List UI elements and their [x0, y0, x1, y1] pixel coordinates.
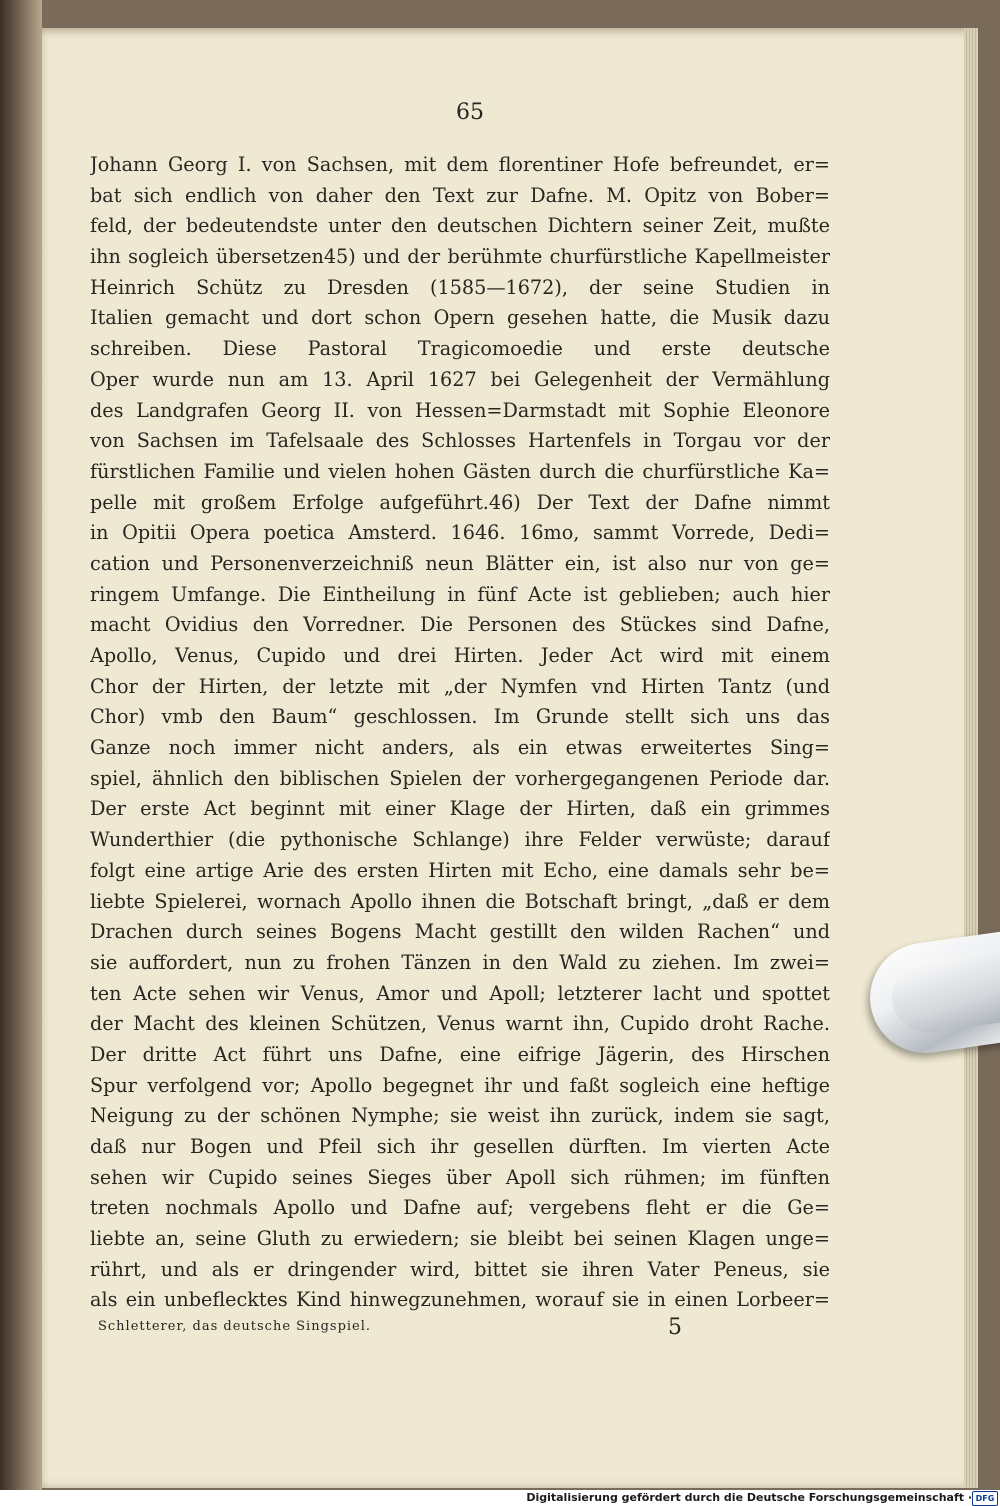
text-line: sie auffordert, nun zu frohen Tänzen in den Wald zu ziehen. Im zwei= — [90, 950, 830, 974]
text-line: Der erste Act beginnt mit einer Klage der Hirten, daß ein grimmes — [90, 797, 830, 821]
text-line: ihn sogleich übersetzen45) und der berühmte churfürstliche Kapellmeister — [90, 245, 830, 269]
text-line: pelle mit großem Erfolge aufgeführt.46) Der Text der Dafne nimmt — [90, 490, 830, 514]
text-line: Spur verfolgend vor; Apollo begegnet ihr und faßt sogleich eine heftige — [90, 1073, 830, 1097]
clip-highlight — [887, 946, 1000, 1037]
text-line: treten nochmals Apollo und Dafne auf; vergebens fleht er die Ge= — [90, 1196, 830, 1220]
text-line: Apollo, Venus, Cupido und drei Hirten. Jeder Act wird mit einem — [90, 644, 830, 667]
text-line: folgt eine artige Arie des ersten Hirten mit Echo, eine damals sehr be= — [90, 858, 830, 882]
text-line: in Opitii Opera poetica Amsterd. 1646. 16mo, sammt Vorrede, Dedi= — [90, 521, 830, 545]
body-text — [90, 150, 830, 1312]
text-line: Neigung zu der schönen Nymphe; sie weist ihn zurück, indem sie sagt, — [90, 1104, 830, 1128]
page-stack-edge — [964, 28, 978, 1488]
text-line: Heinrich Schütz zu Dresden (1585—1672), der seine Studien in — [90, 275, 830, 299]
text-line: fürstlichen Familie und vielen hohen Gästen durch die churfürstliche Ka= — [90, 459, 830, 483]
text-line: sehen wir Cupido seines Sieges über Apoll sich rühmen; im fünften — [90, 1165, 830, 1189]
text-line: macht Ovidius den Vorredner. Die Personen des Stückes sind Dafne, — [90, 613, 830, 637]
text-line: Chor) vmb den Baum“ geschlossen. Im Grunde stellt sich uns das — [90, 705, 830, 729]
text-line: Wunderthier (die pythonische Schlange) ihre Felder verwüste; darauf — [90, 828, 830, 852]
digitization-credit: Digitalisierung gefördert durch die Deutsche Forschungsgemeinschaft · — [526, 1491, 972, 1504]
text-line: cation und Personenverzeichniß neun Blätter ein, ist also nur von ge= — [90, 551, 830, 575]
text-line: Italien gemacht und dort schon Opern gesehen hatte, die Musik dazu — [90, 306, 830, 330]
text-line: Chor der Hirten, der letzte mit „der Nymfen vnd Hirten Tantz (und — [90, 674, 830, 698]
text-line: feld, der bedeutendste unter den deutschen Dichtern seiner Zeit, mußte — [90, 214, 830, 238]
text-line: bat sich endlich von daher den Text zur Dafne. M. Opitz von Bober= — [90, 183, 830, 207]
running-footer-author: Schletterer, das deutsche Singspiel. — [98, 1319, 372, 1334]
text-line: ten Acte sehen wir Venus, Amor und Apoll; letzterer lacht und spottet — [90, 981, 830, 1005]
signature-mark: 5 — [668, 1315, 682, 1340]
page-number: 65 — [456, 100, 484, 125]
text-line: spiel, ähnlich den biblischen Spielen der vorhergegangenen Periode dar. — [90, 766, 830, 790]
text-line: Ganze noch immer nicht anders, als ein etwas erweitertes Sing= — [90, 736, 830, 760]
text-line: rührt, und als er dringender wird, bittet sie ihren Vater Peneus, sie — [90, 1257, 830, 1281]
text-line: Der dritte Act führt uns Dafne, eine eifrige Jägerin, des Hirschen — [90, 1042, 830, 1066]
text-line: der Macht des kleinen Schützen, Venus warnt ihn, Cupido droht Rache. — [90, 1012, 830, 1036]
text-line: schreiben. Diese Pastoral Tragicomoedie und erste deutsche — [90, 337, 830, 361]
text-line: Oper wurde nun am 13. April 1627 bei Gelegenheit der Vermählung — [90, 367, 830, 391]
text-line: daß nur Bogen und Pfeil sich ihr gesellen dürften. Im vierten Acte — [90, 1135, 830, 1158]
text-line: Johann Georg I. von Sachsen, mit dem florentiner Hofe befreundet, er= — [90, 153, 830, 176]
text-line: als ein unbeflecktes Kind hinwegzunehmen, worauf sie in einen Lorbeer= — [90, 1288, 830, 1312]
dfg-logo-icon: DFG — [972, 1491, 998, 1506]
text-line: Drachen durch seines Bogens Macht gestillt den wilden Rachen“ und — [90, 920, 830, 944]
text-line: ringem Umfange. Die Eintheilung in fünf Acte ist geblieben; auch hier — [90, 582, 830, 606]
text-line: liebte Spielerei, wornach Apollo ihnen die Botschaft bringt, „daß er dem — [90, 889, 830, 913]
page-footer — [98, 1315, 818, 1355]
text-line: liebte an, seine Gluth zu erwiedern; sie bleibt bei seinen Klagen unge= — [90, 1227, 830, 1251]
text-line: von Sachsen im Tafelsaale des Schlosses Hartenfels in Torgau vor der — [90, 429, 830, 453]
book-binding-edge — [0, 0, 42, 1490]
text-line: des Landgrafen Georg II. von Hessen=Darmstadt mit Sophie Eleonore — [90, 398, 830, 422]
